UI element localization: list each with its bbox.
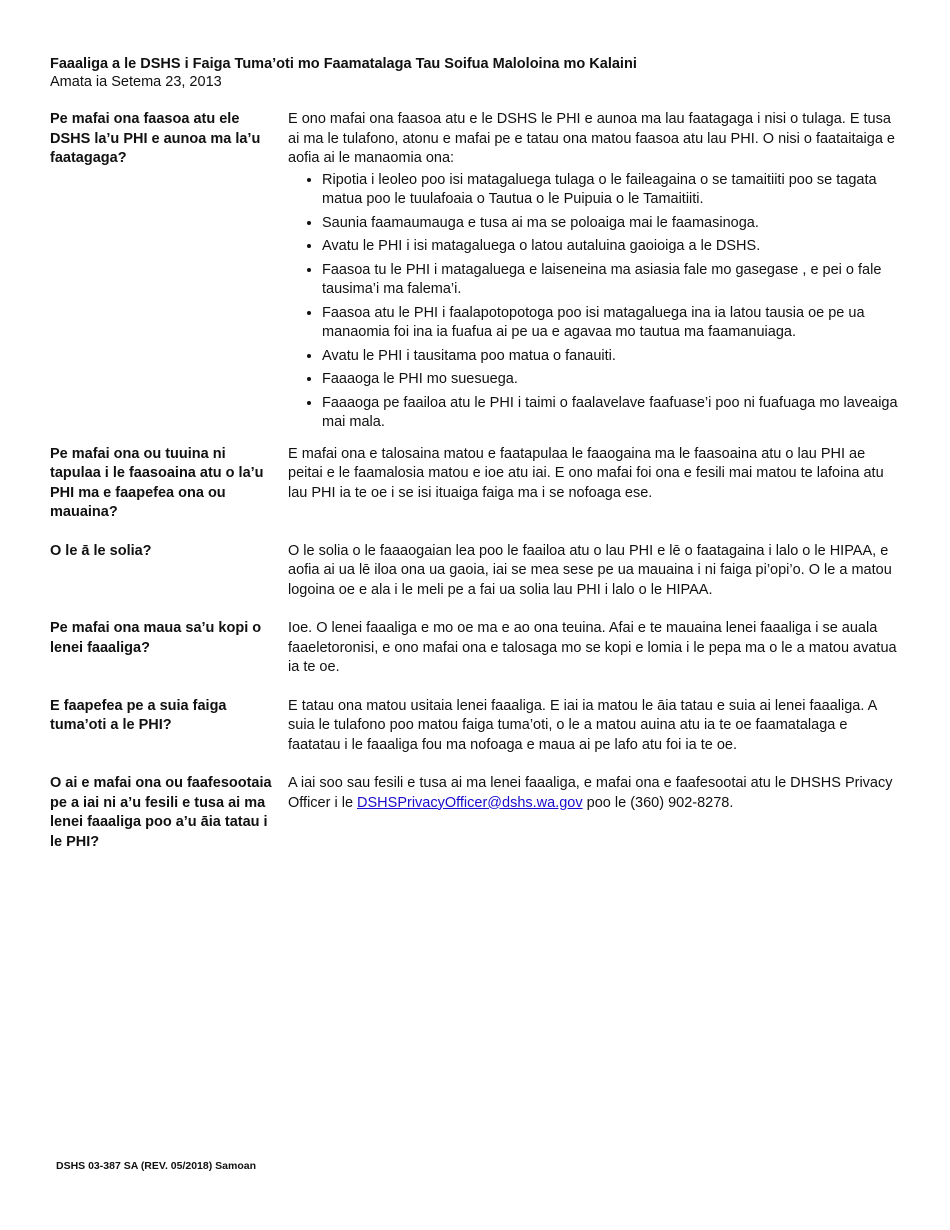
list-item: • Faaaoga pe faailoa atu le PHI i taimi o faalavelave faafuase’i poo ni fuafuaga mo laveaiga mai mala. [322,394,902,433]
list-item: • Avatu le PHI i tausitama poo matua o fanauiti. [322,347,902,367]
form-number-footer: DSHS 03-387 SA (REV. 05/2018) Samoan [56,1160,256,1172]
section-question: E faapefea pe a suia faiga tuma’oti a le PHI? [50,697,227,733]
answer-text: O le solia o le faaaogaian lea poo le faailoa atu o lau PHI e lē o faatagaina i lalo o le HIPAA, e aofia ai ua lē iloa ona ua gaoia, iai se mea sese pe ua mauaina i ni faiga pi’opi’o. O le a matou logoina oe e ala i le meli pe a fai ua solia lau PHI i lalo o le HIPAA. [288,542,892,598]
section-answer [288,774,902,852]
privacy-officer-email-link[interactable]: DSHSPrivacyOfficer@dshs.wa.gov [357,794,583,811]
answer-text-after-link: poo le (360) 902-8278. [582,794,734,811]
section-question: O le ā le solia? [50,542,152,559]
document-page [50,55,902,852]
answer-text: Ioe. O lenei faaaliga e mo oe ma e ao ona teuina. Afai e te mauaina lenei faaaliga i se auala faaeletoronisi, e ono mafai ona e talosaga mo se kopi e lomia i le pepa ma o le a matou avatua ia te oe. [288,620,897,675]
qa-section-changes [50,697,902,756]
section-answer [288,542,902,601]
answer-text: E ono mafai ona faasoa atu e le DSHS le PHI e aunoa ma lau faatagaga i nisi o tulaga. E tusa ai ma le tulafono, atonu e mafai pe e tatau ona matou faasoa atu lau PHI. O nisi o faataitaiga e aofia ai le manaomia ona: [288,111,895,166]
answer-text [288,774,902,813]
qa-section-sharing-without-permission [50,110,902,433]
answer-text: E tatau ona matou usitaia lenei faaaliga. E iai ia matou le āia tatau e suia ai lenei faaaliga. A suia le tulafono poo matou faiga tuma’oti, o le a matou auina atu ia te oe faamatalaga e faatatau i le faaaliga fou ma nofoaga e maua ai pe lafo atu foi ia te oe. [288,697,877,753]
answer-text: E mafai ona e talosaina matou e faatapulaa le faaogaina ma le faasoaina atu o lau PHI ae peitai e le faamalosia matou e ioe atu iai. E ono mafai foi ona e fesili mai matou te lafoina atu lau PHI ia te oe i se isi ituaiga faiga ma i se nofoaga ese. [288,445,884,501]
qa-section-limits [50,445,902,523]
answer-text-before-link: A iai soo sau fesili e tusa ai ma lenei faaaliga, e mafai ona e faafesootai atu le DHSHS Privacy Officer i le [288,775,893,811]
qa-section-contact [50,774,902,852]
section-question: Pe mafai ona ou tuuina ni tapulaa i le faasoaina atu o la’u PHI ma e faapefea ona ou mauaina? [50,445,264,520]
section-answer [288,445,902,523]
list-item: • Faasoa atu le PHI i faalapotopotoga poo isi matagaluega ina ia latou tausia oe pe ua manaomia foi ina ia fuafua ai pe ua e agavaa mo tautua ma faamanuiaga. [322,304,902,343]
list-item: • Saunia faamaumauga e tusa ai ma se poloaiga mai le faamasinoga. [322,214,902,234]
list-item: • Ripotia i leoleo poo isi matagaluega tulaga o le faileagaina o se tamaitiiti poo se tagata matua poo le tuulafoaia o Tautua o le Puipuia o le Tamaitiiti. [322,171,902,210]
list-item: • Faasoa tu le PHI i matagaluega e laiseneina ma asiasia fale mo gasegase , e pei o fale tausima’i ma falema’i. [322,261,902,300]
section-question: Pe mafai ona faasoa atu ele DSHS la’u PHI e aunoa ma la’u faatagaga? [50,111,261,166]
section-question: O ai e mafai ona ou faafesootaia pe a iai ni a’u fesili e tusa ai ma lenei faaaliga poo a’u āia tatau i le PHI? [50,775,272,850]
section-question: Pe mafai ona maua sa’u kopi o lenei faaaliga? [50,620,262,656]
effective-date: Amata ia Setema 23, 2013 [50,74,222,90]
list-item: • Avatu le PHI i isi matagaluega o latou autaluina gaoioiga a le DSHS. [322,237,902,257]
list-item: • Faaaoga le PHI mo suesuega. [322,370,902,390]
qa-section-breach [50,542,902,601]
section-answer [288,697,902,756]
section-answer [288,619,902,678]
section-answer [288,110,902,433]
examples-list [288,171,902,433]
document-title: Faaaliga a le DSHS i Faiga Tuma’oti mo Faamatalaga Tau Soifua Maloloina mo Kalaini [50,56,637,72]
qa-section-copy [50,619,902,678]
